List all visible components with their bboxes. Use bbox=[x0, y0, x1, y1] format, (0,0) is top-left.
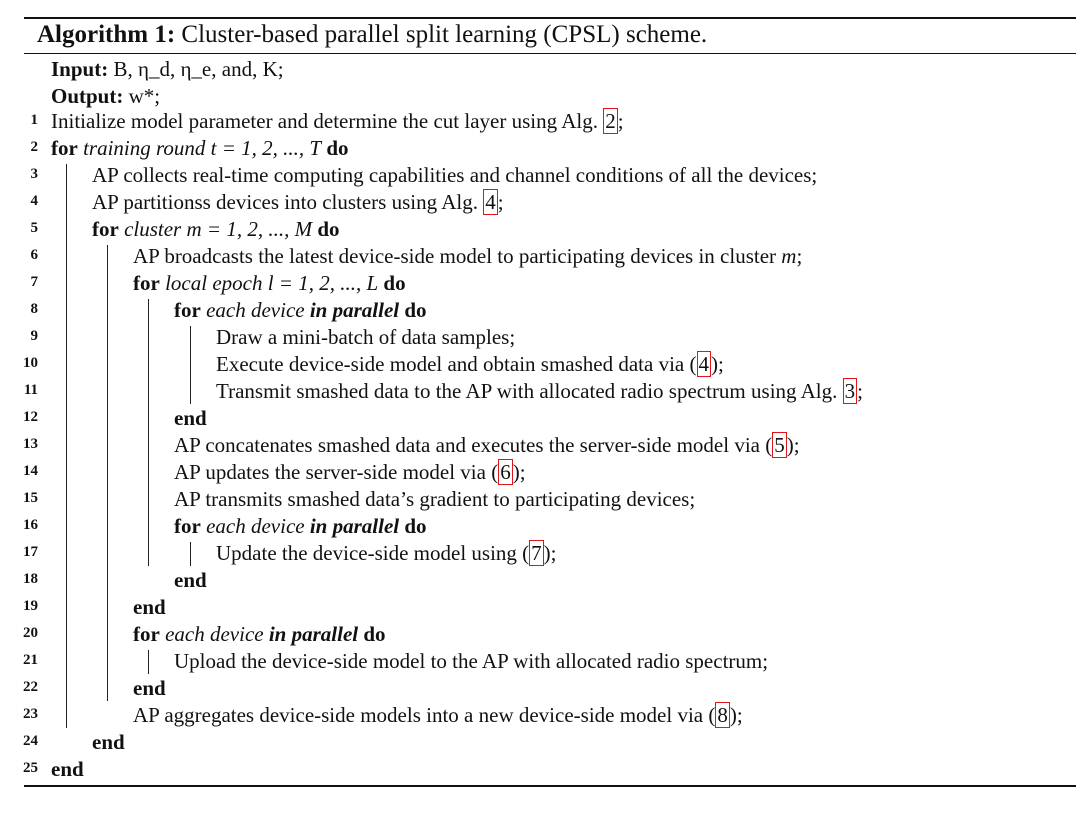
statement-tail: ); bbox=[512, 460, 526, 484]
algorithm-line-7 bbox=[0, 270, 1092, 297]
line-text bbox=[174, 405, 207, 432]
line-text bbox=[51, 135, 349, 162]
algorithm-line-15 bbox=[0, 486, 1092, 513]
reference-link[interactable]: 3 bbox=[844, 379, 856, 403]
algorithm-line-3 bbox=[0, 162, 1092, 189]
line-number: 2 bbox=[30, 139, 38, 155]
statement-text: Transmit smashed data to the AP with allocated radio spectrum using Alg. bbox=[216, 379, 843, 403]
reference-link[interactable]: 7 bbox=[531, 541, 542, 565]
algorithm-line-20 bbox=[0, 621, 1092, 648]
output-line bbox=[51, 83, 160, 109]
keyword-do: do bbox=[404, 298, 427, 322]
line-number: 24 bbox=[23, 733, 38, 749]
line-number: 15 bbox=[23, 490, 38, 506]
algorithm-line-18 bbox=[0, 567, 1092, 594]
block-bar bbox=[107, 245, 108, 701]
keyword: end bbox=[174, 568, 207, 592]
reference-link[interactable]: 4 bbox=[485, 190, 496, 214]
line-number: 5 bbox=[30, 220, 38, 236]
line-text bbox=[216, 378, 863, 405]
loop-description: each device bbox=[206, 298, 305, 322]
line-text bbox=[174, 459, 526, 486]
input-line bbox=[51, 56, 284, 82]
line-number: 13 bbox=[23, 436, 38, 452]
statement-text: Upload the device-side model to the AP with allocated radio spectrum; bbox=[174, 649, 769, 673]
keyword-do: do bbox=[383, 271, 406, 295]
line-text bbox=[216, 324, 515, 351]
statement-text: AP transmits smashed data’s gradient to participating devices; bbox=[174, 487, 696, 511]
keyword: end bbox=[133, 676, 166, 700]
parallel-keyword: in parallel bbox=[309, 514, 400, 538]
line-number: 22 bbox=[23, 679, 38, 695]
statement-tail: ; bbox=[617, 109, 624, 133]
line-number: 9 bbox=[30, 328, 38, 344]
line-text bbox=[174, 513, 427, 540]
caption-label: Algorithm 1: bbox=[37, 21, 176, 48]
line-text bbox=[133, 675, 166, 702]
line-text bbox=[92, 189, 504, 216]
algorithm-line-17 bbox=[0, 540, 1092, 567]
keyword-do: do bbox=[326, 136, 349, 160]
line-number: 3 bbox=[30, 166, 38, 182]
algorithm-line-21 bbox=[0, 648, 1092, 675]
line-text bbox=[174, 648, 768, 675]
keyword: for bbox=[133, 622, 160, 646]
line-text bbox=[92, 216, 340, 243]
line-text bbox=[174, 567, 207, 594]
algorithm-line-25 bbox=[0, 756, 1092, 783]
line-text bbox=[133, 702, 743, 729]
algorithm-line-9 bbox=[0, 324, 1092, 351]
keyword-do: do bbox=[317, 217, 340, 241]
line-number: 6 bbox=[30, 247, 38, 263]
reference-link[interactable]: 2 bbox=[605, 109, 616, 133]
line-text bbox=[174, 486, 695, 513]
block-bar bbox=[148, 299, 149, 566]
keyword-do: do bbox=[404, 514, 427, 538]
statement-text: Execute device-side model and obtain smashed data via ( bbox=[216, 352, 697, 376]
loop-range: m = 1, 2, ..., M bbox=[186, 217, 313, 241]
keyword: for bbox=[133, 271, 160, 295]
line-number: 25 bbox=[23, 760, 38, 776]
reference-link[interactable]: 5 bbox=[774, 433, 785, 457]
line-number: 21 bbox=[23, 652, 38, 668]
statement-tail: ); bbox=[786, 433, 800, 457]
algorithm-line-22 bbox=[0, 675, 1092, 702]
parallel-keyword: in parallel bbox=[309, 298, 400, 322]
top-rule bbox=[24, 17, 1076, 19]
algorithm-line-14 bbox=[0, 459, 1092, 486]
input-text: B, η_d, η_e, and, K; bbox=[113, 57, 284, 81]
line-number: 4 bbox=[30, 193, 38, 209]
statement-tail: ); bbox=[729, 703, 743, 727]
loop-description: each device bbox=[206, 514, 305, 538]
keyword: for bbox=[174, 298, 201, 322]
line-number: 7 bbox=[30, 274, 38, 290]
line-number: 12 bbox=[23, 409, 38, 425]
line-text bbox=[51, 756, 84, 783]
line-number: 23 bbox=[23, 706, 38, 722]
line-number: 1 bbox=[30, 112, 38, 128]
line-number: 16 bbox=[23, 517, 38, 533]
algorithm-line-13 bbox=[0, 432, 1092, 459]
line-text bbox=[133, 243, 802, 270]
statement-text: AP partitionss devices into clusters using Alg. bbox=[92, 190, 484, 214]
statement-tail: ); bbox=[711, 352, 724, 376]
line-number: 17 bbox=[23, 544, 38, 560]
line-text bbox=[216, 351, 724, 378]
statement-tail: ); bbox=[543, 541, 557, 565]
reference-link[interactable]: 8 bbox=[717, 703, 728, 727]
algorithm-line-24 bbox=[0, 729, 1092, 756]
reference-link[interactable]: 6 bbox=[500, 460, 511, 484]
keyword: end bbox=[174, 406, 207, 430]
statement-tail: ; bbox=[497, 190, 504, 214]
block-bar bbox=[148, 650, 149, 674]
block-bar bbox=[66, 164, 67, 728]
algorithm-line-16 bbox=[0, 513, 1092, 540]
line-text bbox=[133, 594, 166, 621]
statement-text: AP aggregates device-side models into a new device-side model via ( bbox=[133, 703, 716, 727]
algorithm-line-4 bbox=[0, 189, 1092, 216]
output-text: w*; bbox=[128, 84, 161, 108]
line-number: 8 bbox=[30, 301, 38, 317]
algorithm-caption bbox=[37, 20, 707, 50]
statement-text: AP updates the server-side model via ( bbox=[174, 460, 499, 484]
keyword: end bbox=[133, 595, 166, 619]
line-number: 14 bbox=[23, 463, 38, 479]
block-bar bbox=[190, 326, 191, 404]
line-text bbox=[51, 108, 624, 135]
algorithm-line-19 bbox=[0, 594, 1092, 621]
reference-link[interactable]: 4 bbox=[698, 352, 709, 376]
line-number: 19 bbox=[23, 598, 38, 614]
keyword: for bbox=[174, 514, 201, 538]
statement-text: AP broadcasts the latest device-side model to participating devices in cluster bbox=[133, 244, 782, 268]
output-label: Output: bbox=[51, 84, 124, 108]
algorithm-line-10 bbox=[0, 351, 1092, 378]
algorithm-line-1 bbox=[0, 108, 1092, 135]
loop-description: training round bbox=[83, 136, 206, 160]
loop-description: each device bbox=[165, 622, 264, 646]
keyword: end bbox=[51, 757, 84, 781]
statement-text: AP concatenates smashed data and executes the server-side model via ( bbox=[174, 433, 773, 457]
statement-text: Initialize model parameter and determine the cut layer using Alg. bbox=[51, 109, 604, 133]
caption-text: Cluster-based parallel split learning (CPSL) scheme. bbox=[181, 21, 708, 48]
loop-description: local epoch bbox=[165, 271, 263, 295]
keyword: for bbox=[51, 136, 78, 160]
parallel-keyword: in parallel bbox=[268, 622, 359, 646]
statement-text: Update the device-side model using ( bbox=[216, 541, 530, 565]
math-variable: m bbox=[781, 244, 797, 268]
loop-description: cluster bbox=[124, 217, 182, 241]
line-number: 18 bbox=[23, 571, 38, 587]
loop-range: l = 1, 2, ..., L bbox=[267, 271, 379, 295]
block-bar bbox=[190, 542, 191, 566]
statement-text: AP collects real-time computing capabilities and channel conditions of all the devices; bbox=[92, 163, 818, 187]
bottom-rule bbox=[24, 785, 1076, 787]
input-label: Input: bbox=[51, 57, 109, 81]
statement-text: Draw a mini-batch of data samples; bbox=[216, 325, 516, 349]
line-text bbox=[133, 270, 406, 297]
line-text bbox=[216, 540, 556, 567]
algorithm-line-5 bbox=[0, 216, 1092, 243]
keyword-do: do bbox=[363, 622, 386, 646]
statement-tail: ; bbox=[796, 244, 803, 268]
line-text bbox=[174, 432, 800, 459]
line-number: 10 bbox=[23, 355, 38, 371]
algorithm-line-23 bbox=[0, 702, 1092, 729]
algorithm-line-11 bbox=[0, 378, 1092, 405]
loop-range: t = 1, 2, ..., T bbox=[210, 136, 322, 160]
line-text bbox=[92, 162, 817, 189]
keyword: for bbox=[92, 217, 119, 241]
algorithm-line-2 bbox=[0, 135, 1092, 162]
keyword: end bbox=[92, 730, 125, 754]
line-text bbox=[133, 621, 386, 648]
caption-rule bbox=[24, 53, 1076, 54]
algorithm-line-8 bbox=[0, 297, 1092, 324]
line-text bbox=[92, 729, 125, 756]
line-number: 20 bbox=[23, 625, 38, 641]
statement-tail: ; bbox=[857, 379, 863, 403]
line-number: 11 bbox=[23, 382, 38, 398]
algorithm-line-6 bbox=[0, 243, 1092, 270]
algorithm-line-12 bbox=[0, 405, 1092, 432]
line-text bbox=[174, 297, 427, 324]
